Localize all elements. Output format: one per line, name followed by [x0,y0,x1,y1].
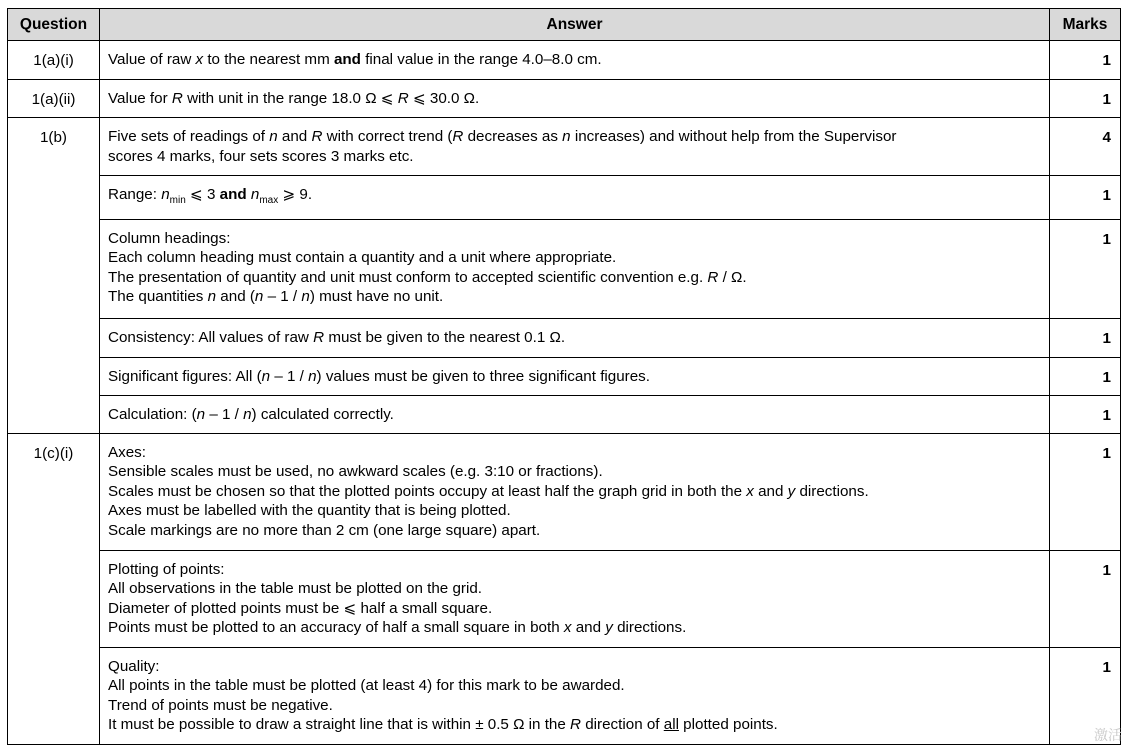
table-row [8,80,1121,118]
table-row [8,318,1121,357]
table-row [8,357,1121,395]
answer-cell: Value of raw x to the nearest mm and final value in the range 4.0–8.0 cm. [100,41,1050,80]
answer-cell: Plotting of points: All observations in the table must be plotted on the grid. Diameter of plotted points must be ⩽ half a small square. Points must be plotted to an accuracy of half a small square in both x and y directions. [100,550,1050,647]
marks-cell: 1 [1050,41,1121,80]
watermark-text: 激活 [1094,727,1122,743]
header-marks: Marks [1050,9,1121,41]
answer-cell: Column headings: Each column heading must contain a quantity and a unit where appropriate. The presentation of quantity and unit must conform to accepted scientific convention e.g. R / Ω. The quantities n and (n – 1 / n) must have no unit. [100,219,1050,318]
header-answer: Answer [100,9,1050,41]
answer-cell: Quality: All points in the table must be plotted (at least 4) for this mark to be awarded. Trend of points must be negative. It must be possible to draw a straight line that is within ± 0.5 Ω in the R direction of all plotted points. [100,647,1050,744]
marks-cell: 1 [1050,357,1121,395]
answer-cell: Value for R with unit in the range 18.0 Ω ⩽ R ⩽ 30.0 Ω. [100,80,1050,118]
answer-cell: Significant figures: All (n – 1 / n) values must be given to three significant figures. [100,357,1050,395]
answer-cell: Range: $n_{min}$ ⩽ 3 and $n_{max}$ ⩾ 9. [100,176,1050,220]
marks-cell: 1 [1050,550,1121,647]
answer-cell: Five sets of readings of n and R with correct trend (R decreases as n increases) and without help from the Supervisor scores 4 marks, four sets scores 3 marks etc. [100,118,1050,176]
table-row [8,41,1121,80]
answer-cell: Consistency: All values of raw R must be given to the nearest 0.1 Ω. [100,318,1050,357]
table-row [8,433,1121,550]
header-question: Question [8,9,100,41]
table-row [8,118,1121,176]
marks-cell: 1 [1050,176,1121,220]
marks-cell: 1 [1050,318,1121,357]
table-row [8,219,1121,318]
question-cell: 1(b) [8,118,100,434]
mark-scheme-table [7,8,1121,745]
question-cell: 1(a)(ii) [8,80,100,118]
answer-cell: Axes: Sensible scales must be used, no awkward scales (e.g. 3:10 or fractions). Scales must be chosen so that the plotted points occupy at least half the graph grid in both the x and y directions. Axes must be labelled with the quantity that is being plotted. Scale markings are no more than 2 cm (one large square) apart. [100,433,1050,550]
marks-cell: 1 [1050,395,1121,433]
table-row [8,550,1121,647]
table-row [8,647,1121,744]
question-cell: 1(c)(i) [8,433,100,744]
marks-cell: 1 [1050,80,1121,118]
marks-cell: 1 [1050,433,1121,550]
table-row [8,176,1121,220]
marks-cell: 4 [1050,118,1121,176]
table-row [8,395,1121,433]
marks-cell: 1 [1050,219,1121,318]
answer-cell: Calculation: (n – 1 / n) calculated correctly. [100,395,1050,433]
marks-cell: 1 [1050,647,1121,744]
question-cell: 1(a)(i) [8,41,100,80]
header-row [8,9,1121,41]
